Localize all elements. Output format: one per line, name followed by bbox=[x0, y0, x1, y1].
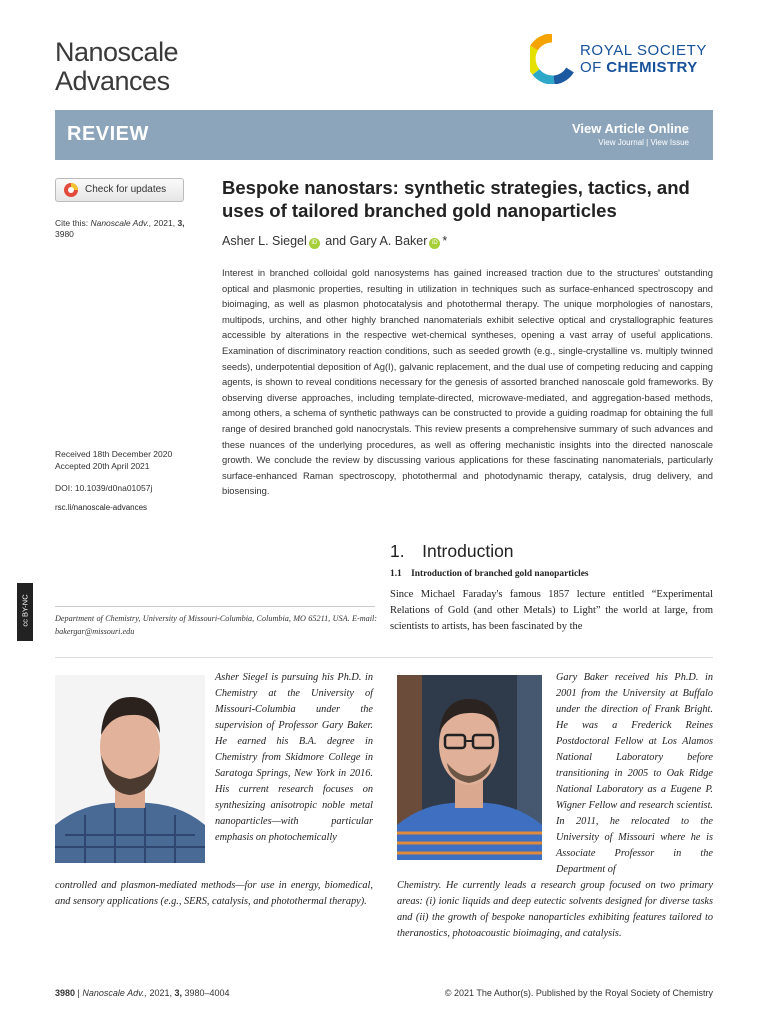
view-article-online-link[interactable]: View Article Online bbox=[571, 121, 689, 136]
subsection-heading: 1.1 Introduction of branched gold nanoparticles bbox=[390, 569, 589, 579]
doi[interactable]: DOI: 10.1039/d0na01057j bbox=[55, 483, 153, 493]
orcid-icon[interactable]: iD bbox=[309, 238, 320, 249]
journal-title-line1: Nanoscale bbox=[55, 37, 179, 67]
bio-baker-part2: Chemistry. He currently leads a research group focused on two primary areas: (i) ionic liquids and deep eutectic solvents designed for diverse tasks and (ii) the growth of bespoke nanoparticles exhibiting features tailored to theranostics, photoacoustic bioimaging, and catalysis. bbox=[397, 880, 713, 939]
rsc-logo[interactable] bbox=[530, 34, 715, 84]
check-updates-icon bbox=[63, 182, 79, 198]
corresponding-author-mark: * bbox=[442, 234, 448, 248]
page-footer-citation: 3980 | Nanoscale Adv., 2021, 3, 3980–4004 bbox=[55, 988, 230, 998]
copyright-notice: © 2021 The Author(s). Published by the Royal Society of Chemistry bbox=[444, 988, 713, 998]
abstract: Interest in branched colloidal gold nanosystems has gained increased traction due to the structures' outstanding optical and plasmonic properties, resulting in utilization in techniques such as surface-enhanced spectroscopy and bioimaging, as well as plasmon photocatalysis and photothermal therapy. The unique morphologies of nanostars, multipods, urchins, and other highly branched nanomaterials exhibit selective optical and crystallographic features accessible by alterations in the respective wet-chemical syntheses, opening a vast array of useful applications. Examination of discriminatory reaction conditions, such as seeded growth (e.g., single-crystalline vs. multiply twinned seeds), underpotential deposition of Ag(I), galvanic replacement, and the dual use of competing reducing and capping agents, is shown to reveal conditions necessary for the genesis of assorted branched nanoscale gold frameworks. By observing diverse approaches, including template-directed, microwave-mediated, and aggregation-based methods, among others, a schema of synthetic pathways can be constructed to provide a guiding roadmap for obtaining the full range of desired branched gold nanocrystals. This review presents a comprehensive summary of such advances and these nuances of the underlying procedures, as well as offering mechanistic insights into the directed nanoscale growth. We conclude the review by discussing various applications for these fascinating nanomaterials, particularly surface-enhanced Raman spectroscopy, photothermal and photodynamic therapy, catalysis, drug delivery, and biosensing. bbox=[222, 267, 713, 497]
article-title: Bespoke nanostars: synthetic strategies, tactics, and uses of tailored branched gold nanoparticles bbox=[222, 177, 690, 221]
bio-siegel-part1: Asher Siegel is pursuing his Ph.D. in Chemistry at the University of Missouri-Columbia under the supervision of Professor Gary Baker. He earned his B.A. degree in Chemistry from Skidmore College in Saratoga Springs, New York in 2016. His current research focuses on synthesizing anisotropic noble metal nanoparticles—with particular emphasis on photochemically bbox=[215, 672, 373, 843]
accepted-date: Accepted 20th April 2021 bbox=[55, 461, 150, 471]
publisher-name-line2: OF CHEMISTRY bbox=[580, 59, 698, 76]
received-date: Received 18th December 2020 bbox=[55, 449, 173, 459]
affiliation: Department of Chemistry, University of Missouri-Columbia, Columbia, MO 65211, USA. E-mail: bakergar@missouri.edu bbox=[55, 614, 377, 636]
received-accepted-dates bbox=[55, 448, 205, 472]
bio-baker-part1: Gary Baker received his Ph.D. in 2001 from the University at Buffalo under the direction of Frank Bright. He was a Frederick Reines Postdoctoral Fellow at Los Alamos National Laboratory before transitioning in 2005 to Oak Ridge National Laboratory as a Eugene P. Wigner Fellow and research scientist. In 2011, he relocated to the University of Missouri where he is Associate Professor in the Department of bbox=[556, 672, 713, 875]
author-conjunction: and bbox=[325, 234, 347, 248]
author-list bbox=[222, 234, 447, 249]
orcid-icon[interactable]: iD bbox=[429, 238, 440, 249]
intro-paragraph: Since Michael Faraday's famous 1857 lecture entitled “Experimental Relations of Gold (and other Metals) to Light” the world at large, from scientists to artists, has been fascinated by the bbox=[390, 589, 713, 633]
section-heading: 1. Introduction bbox=[390, 541, 514, 561]
journal-title-line2: Advances bbox=[55, 66, 170, 96]
affiliation-divider bbox=[55, 606, 375, 607]
author-siegel[interactable]: Asher L. Siegel bbox=[222, 234, 307, 248]
author-photo-baker bbox=[397, 675, 542, 860]
citation-info: Cite this: Nanoscale Adv., 2021, 3, 3980 bbox=[55, 218, 185, 239]
publisher-name-line1: ROYAL SOCIETY bbox=[580, 42, 707, 59]
article-type-banner bbox=[55, 110, 713, 160]
bio-divider bbox=[55, 657, 713, 658]
license-label: cc BY-NC bbox=[20, 594, 30, 627]
author-baker[interactable]: Gary A. Baker bbox=[349, 234, 428, 248]
section-label: REVIEW bbox=[67, 123, 149, 145]
journal-title bbox=[55, 38, 178, 96]
journal-link[interactable]: rsc.li/nanoscale-advances bbox=[55, 503, 148, 512]
creative-commons-license-badge[interactable] bbox=[17, 583, 33, 641]
bio-siegel-part2: controlled and plasmon-mediated methods—for use in energy, biomedical, and sensory applications (e.g., SERS, catalysis, and photothermal therapy). bbox=[55, 880, 373, 907]
rsc-logo-icon bbox=[530, 34, 574, 84]
check-updates-label: Check for updates bbox=[85, 184, 167, 195]
view-journal-issue-links[interactable]: View Journal | View Issue bbox=[598, 138, 689, 147]
author-photo-siegel bbox=[55, 675, 205, 863]
check-for-updates-button[interactable] bbox=[55, 178, 184, 202]
